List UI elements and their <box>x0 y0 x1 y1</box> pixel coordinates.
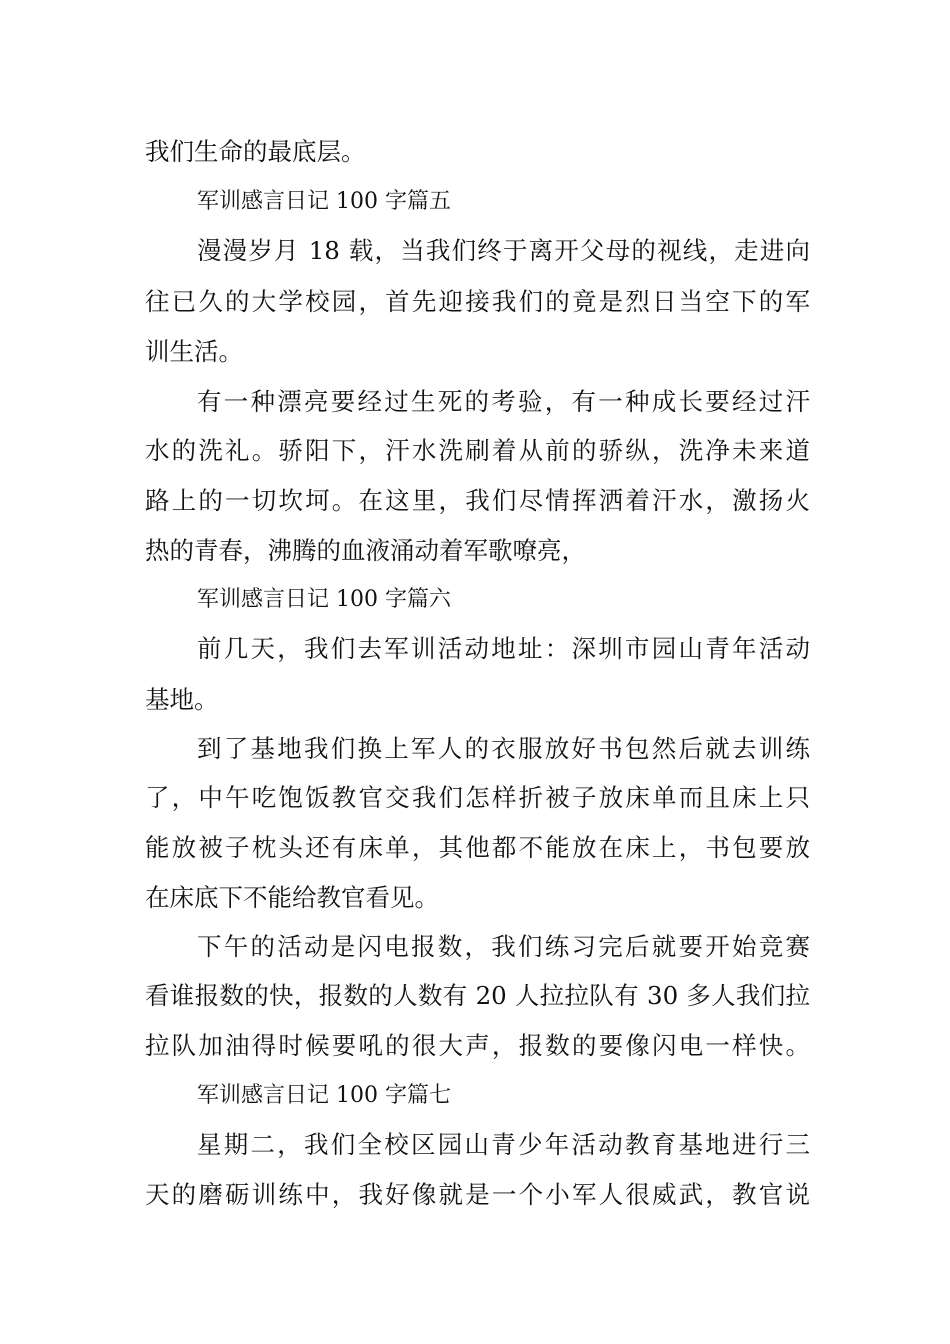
text-line: 往已久的大学校园，首先迎接我们的竟是烈日当空下的军 <box>145 287 810 316</box>
text-line: 在床底下不能给教官看见。 <box>145 883 439 912</box>
text-line: 天的磨砺训练中，我好像就是一个小军人很威武，教官说 <box>145 1180 810 1209</box>
text-line: 漫漫岁月 18 载，当我们终于离开父母的视线，走进向 <box>197 236 810 265</box>
text-line: 热的青春，沸腾的血液涌动着军歌嘹亮， <box>145 536 586 565</box>
text-line: 星期二，我们全校区园山青少年活动教育基地进行三 <box>197 1130 810 1159</box>
text-line: 我们生命的最底层。 <box>145 137 366 166</box>
section-heading: 军训感言日记 100 字篇六 <box>197 587 451 612</box>
text-line: 水的洗礼。骄阳下，汗水洗刷着从前的骄纵，洗净未来道 <box>145 436 810 465</box>
text-line: 了，中午吃饱饭教官交我们怎样折被子放床单而且床上只 <box>145 783 810 812</box>
text-line: 拉队加油得时候要吼的很大声，报数的要像闪电一样快。 <box>145 1031 810 1060</box>
section-heading: 军训感言日记 100 字篇五 <box>197 189 451 214</box>
text-line: 下午的活动是闪电报数，我们练习完后就要开始竞赛 <box>197 932 810 961</box>
text-line: 能放被子枕头还有床单，其他都不能放在床上，书包要放 <box>145 833 810 862</box>
text-line: 前几天，我们去军训活动地址：深圳市园山青年活动 <box>197 634 810 663</box>
text-line: 有一种漂亮要经过生死的考验，有一种成长要经过汗 <box>197 387 810 416</box>
text-line: 基地。 <box>145 685 219 714</box>
text-line: 路上的一切坎坷。在这里，我们尽情挥洒着汗水，激扬火 <box>145 486 810 515</box>
text-line: 看谁报数的快，报数的人数有 20 人拉拉队有 30 多人我们拉 <box>145 981 810 1010</box>
section-heading: 军训感言日记 100 字篇七 <box>197 1083 451 1108</box>
text-line: 到了基地我们换上军人的衣服放好书包然后就去训练 <box>197 734 810 763</box>
text-line: 训生活。 <box>145 337 243 366</box>
